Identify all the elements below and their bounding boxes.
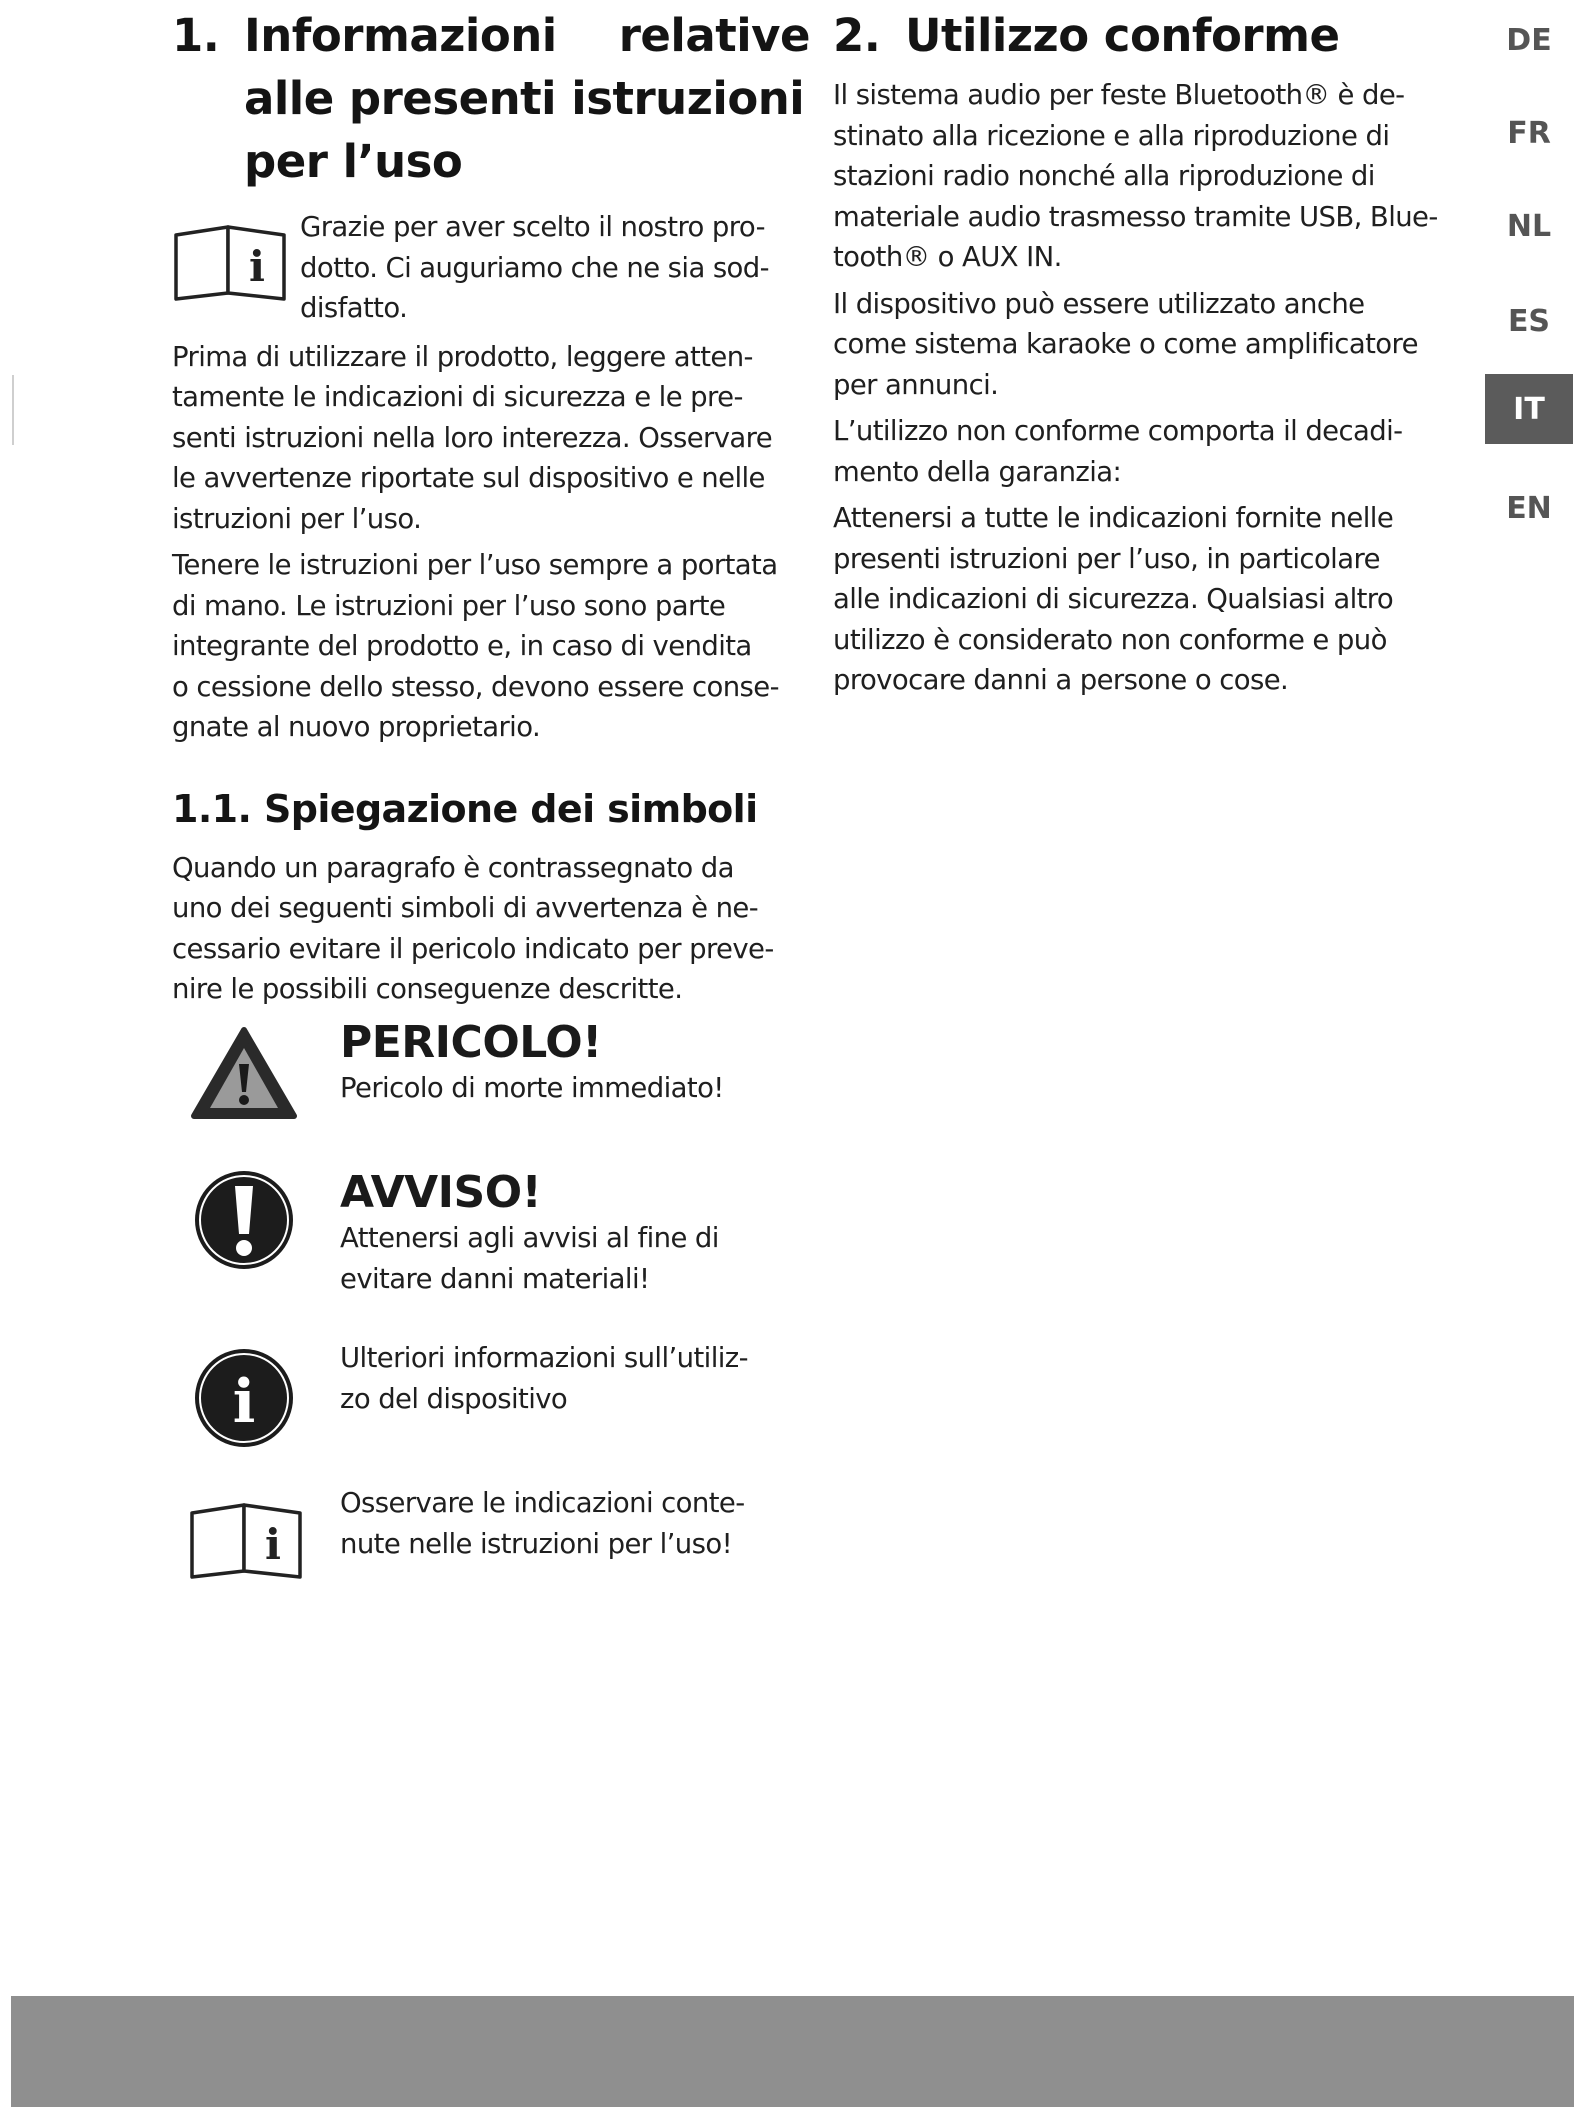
symbol-desc-line: Attenersi agli avvisi al fine di (340, 1222, 719, 1254)
intro-line: Grazie per aver scelto il nostro pro- (300, 211, 765, 243)
symbol-notice-desc (340, 1218, 719, 1299)
intro-text (300, 207, 810, 329)
paragraph-line: materiale audio trasmesso tramite USB, Blue- (833, 200, 1438, 233)
intro-line: disfatto. (300, 292, 408, 324)
symbol-danger-desc: Pericolo di morte immediato! (340, 1072, 724, 1104)
symbol-manual (172, 1483, 812, 1583)
footer-bar (11, 1996, 1574, 2107)
section-1-heading (172, 4, 810, 193)
language-tab-fr[interactable]: FR (1507, 115, 1551, 151)
symbol-desc-line: evitare danni materiali! (340, 1262, 650, 1295)
exclamation-circle-icon (172, 1168, 340, 1299)
manual-book-icon (172, 207, 300, 335)
language-tab-es[interactable]: ES (1507, 303, 1551, 339)
paragraph-line: tooth® o AUX IN. (833, 241, 1062, 273)
paragraph-intended-use (833, 75, 1473, 278)
manual-book-icon (172, 1483, 340, 1583)
paragraph-line: Prima di utilizzare il prodotto, leggere atten- (172, 340, 753, 373)
paragraph-line: o cessione dello stesso, devono essere conse- (172, 670, 779, 703)
section-1-title-word: relative (618, 9, 810, 62)
section-2-number: 2. (833, 9, 881, 62)
language-tab-en[interactable]: EN (1506, 490, 1552, 526)
paragraph-line: alle indicazioni di sicurezza. Qualsiasi altro (833, 583, 1394, 615)
section-2-title: Utilizzo conforme (905, 9, 1340, 62)
paragraph-line: L’utilizzo non conforme comporta il decadi- (833, 415, 1403, 447)
language-tab-nl[interactable]: NL (1506, 208, 1552, 244)
symbol-info-desc (340, 1338, 748, 1419)
intro-line: dotto. Ci auguriamo che ne sia sod- (300, 251, 769, 284)
symbol-manual-desc (340, 1483, 745, 1564)
section-1-title-line (244, 4, 810, 67)
symbol-danger-title: PERICOLO! (340, 1017, 602, 1068)
paragraph-karaoke (833, 284, 1473, 406)
section-1-title-line: alle presenti istruzioni (244, 72, 805, 125)
paragraph-line: gnate al nuovo proprietario. (172, 711, 541, 743)
symbol-info (172, 1338, 812, 1454)
warning-triangle-icon (172, 1018, 340, 1128)
paragraph-line: senti istruzioni nella loro interezza. Osservare (172, 421, 773, 454)
paragraph-line: integrante del prodotto e, in caso di vendita (172, 630, 752, 662)
intro-note (172, 207, 810, 335)
symbol-notice-title: AVVISO! (340, 1167, 542, 1218)
subsection-1-1-heading: 1.1. Spiegazione dei simboli (172, 786, 758, 831)
paragraph-line: di mano. Le istruzioni per l’uso sono parte (172, 589, 726, 622)
symbol-desc-line: nute nelle istruzioni per l’uso! (340, 1527, 732, 1560)
paragraph-line: Il sistema audio per feste Bluetooth® è de- (833, 79, 1405, 111)
symbol-notice (172, 1168, 812, 1299)
paragraph-warranty (833, 411, 1473, 492)
paragraph-symbols-intro (172, 848, 810, 1010)
paragraph-line: nire le possibili conseguenze descritte. (172, 973, 683, 1005)
paragraph-line: stinato alla ricezione e alla riproduzione di (833, 119, 1390, 152)
paragraph-line: le avvertenze riportate sul dispositivo e nelle (172, 462, 765, 494)
symbol-desc-line: Osservare le indicazioni conte- (340, 1487, 745, 1519)
paragraph-line: utilizzo è considerato non conforme e può (833, 623, 1387, 656)
svg-text:i: i (249, 242, 265, 291)
left-column (172, 0, 810, 1016)
paragraph-keep-manual (172, 545, 810, 748)
paragraph-line: Il dispositivo può essere utilizzato anche (833, 287, 1365, 320)
info-circle-icon (172, 1338, 340, 1454)
paragraph-line: mento della garanzia: (833, 455, 1122, 488)
paragraph-line: Quando un paragrafo è contrassegnato da (172, 851, 734, 884)
paragraph-line: per annunci. (833, 368, 999, 401)
language-tab-it[interactable]: IT (1485, 374, 1573, 444)
section-1-number: 1. (172, 9, 220, 62)
language-tab-de[interactable]: DE (1506, 22, 1552, 58)
paragraph-line: tamente le indicazioni di sicurezza e le pre- (172, 381, 743, 413)
paragraph-line: istruzioni per l’uso. (172, 502, 422, 535)
section-1-title-word: Informazioni (244, 9, 557, 62)
paragraph-line: uno dei seguenti simboli di avvertenza è ne- (172, 892, 759, 924)
paragraph-compliance (833, 498, 1473, 701)
symbol-danger (172, 1018, 812, 1128)
paragraph-line: presenti istruzioni per l’uso, in particolare (833, 542, 1380, 575)
paragraph-line: stazioni radio nonché alla riproduzione di (833, 160, 1375, 192)
svg-text:i: i (232, 1367, 256, 1437)
symbol-desc-line: Ulteriori informazioni sull’utiliz- (340, 1342, 748, 1374)
paragraph-line: Tenere le istruzioni per l’uso sempre a portata (172, 549, 778, 581)
svg-text:i: i (265, 1520, 281, 1569)
symbol-desc-line: zo del dispositivo (340, 1382, 568, 1415)
section-2-heading (833, 4, 1473, 67)
paragraph-line: come sistema karaoke o come amplificatore (833, 328, 1418, 360)
paragraph-line: Attenersi a tutte le indicazioni fornite nelle (833, 502, 1394, 534)
section-1-title-line: per l’uso (244, 135, 463, 188)
paragraph-safety-read (172, 337, 810, 540)
page-edge-mark (12, 375, 14, 445)
paragraph-line: cessario evitare il pericolo indicato per preve- (172, 932, 774, 965)
paragraph-line: provocare danni a persone o cose. (833, 664, 1289, 696)
right-column (833, 0, 1473, 707)
section-1-title (244, 4, 810, 193)
